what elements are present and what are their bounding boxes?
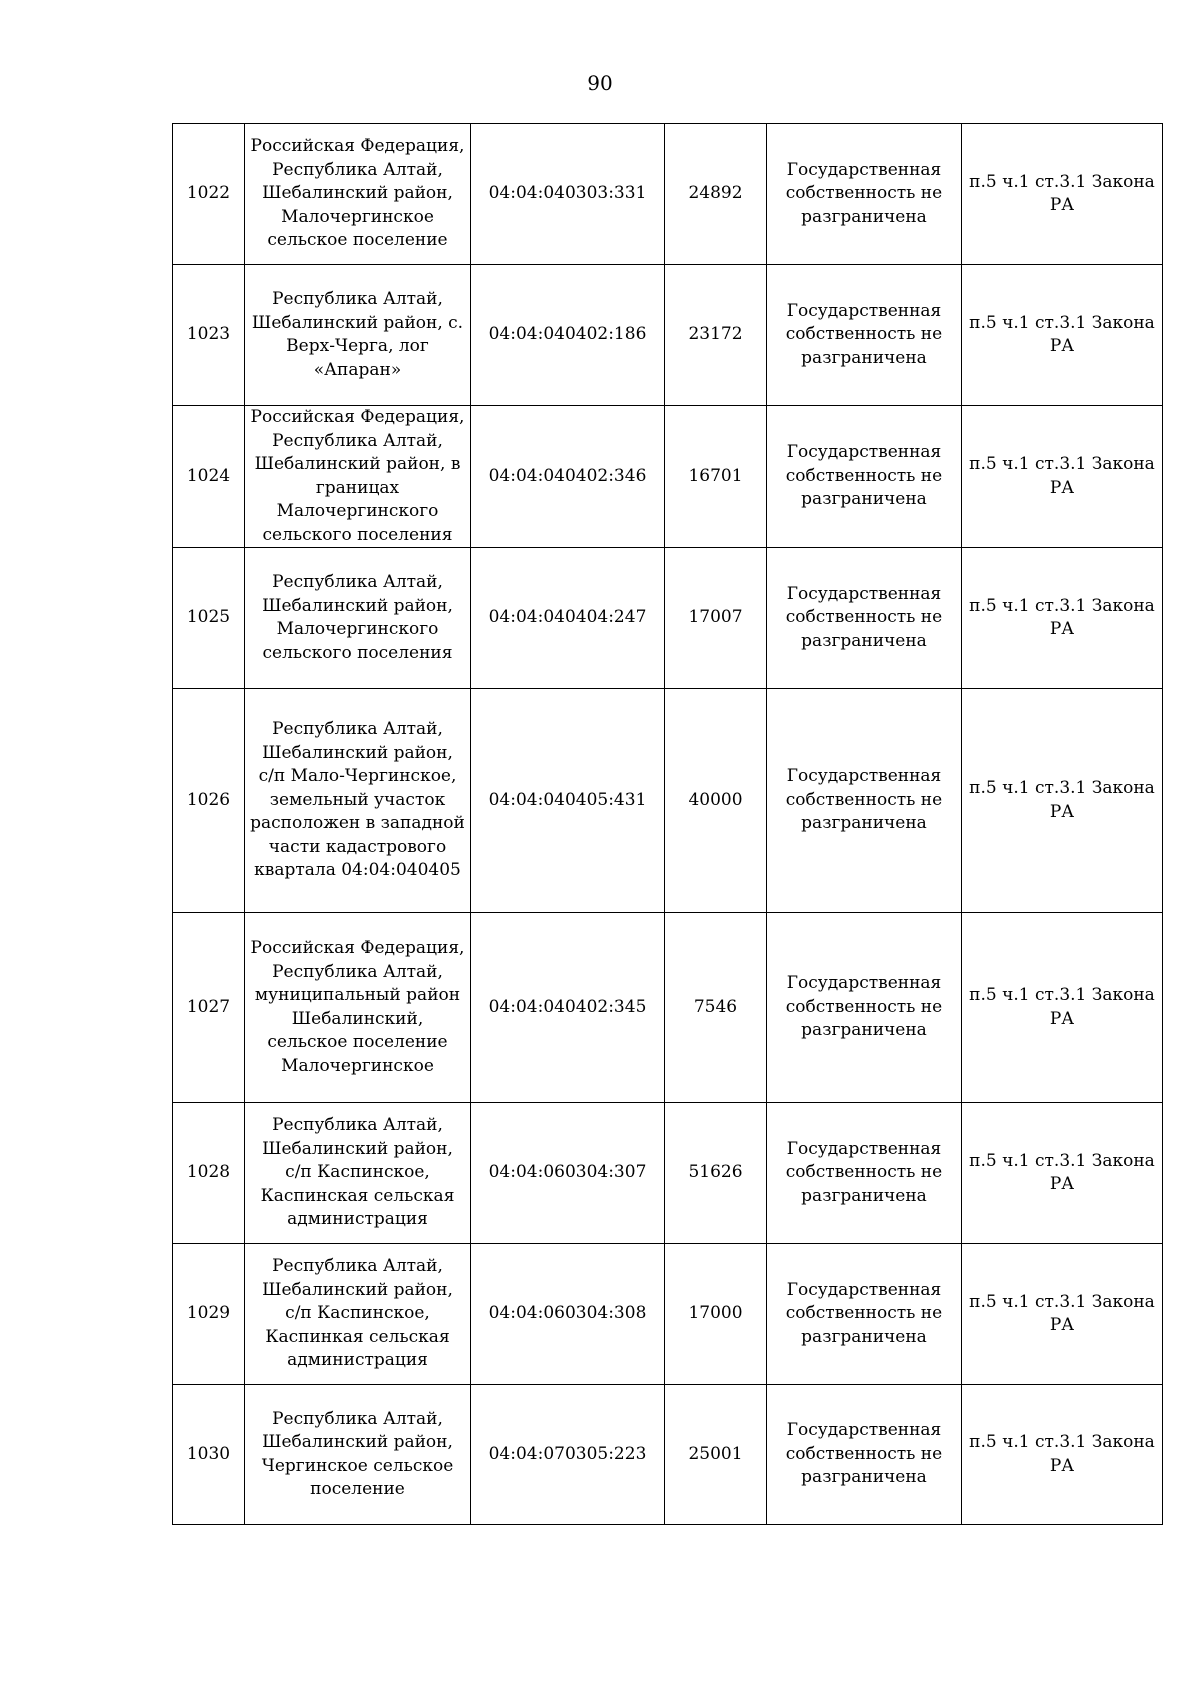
table-row: [173, 406, 1163, 548]
ownership-cell-line: разграничена: [801, 489, 927, 510]
address-cell-line: Каспинкая сельская: [265, 1326, 450, 1347]
ownership-cell-line: Государственная: [786, 159, 942, 180]
ownership-cell-line: разграничена: [801, 1185, 927, 1206]
address-cell-line: муниципальный район: [254, 985, 461, 1005]
table-row: [173, 1244, 1163, 1385]
address-cell-line: сельского поселения: [262, 524, 453, 545]
legal-basis-cell-line: п.5 ч.1 ст.3.1 Закона: [969, 1150, 1155, 1171]
row-number-cell: 1029: [173, 1244, 245, 1385]
legal-basis-cell-line: РА: [1049, 195, 1075, 215]
legal-basis-cell: [962, 406, 1163, 548]
ownership-cell: [767, 548, 962, 689]
ownership-cell: [767, 265, 962, 406]
address-cell-line: квартала 04:04:040405: [254, 860, 461, 881]
table-row: [173, 1103, 1163, 1244]
table-row: [173, 689, 1163, 913]
address-cell: [245, 1385, 471, 1525]
row-number-cell: 1028: [173, 1103, 245, 1244]
address-cell-line: сельское поселение: [267, 230, 448, 251]
address-cell-line: Малочергинского: [276, 501, 439, 521]
legal-basis-cell-line: РА: [1049, 619, 1075, 639]
ownership-cell-line: собственность не: [785, 1443, 943, 1464]
address-cell-line: сельское поселение: [267, 1032, 448, 1052]
cadastral-number-cell: 04:04:070305:223: [471, 1385, 665, 1525]
ownership-cell: [767, 1244, 962, 1385]
legal-basis-cell-line: РА: [1049, 1174, 1075, 1194]
legal-basis-cell-line: РА: [1049, 1315, 1075, 1335]
area-cell: 23172: [665, 265, 767, 406]
legal-basis-cell-line: п.5 ч.1 ст.3.1 Закона: [969, 595, 1155, 616]
ownership-cell-line: разграничена: [801, 1326, 927, 1347]
ownership-cell-line: разграничена: [801, 1467, 927, 1488]
ownership-cell-line: собственность не: [785, 1162, 943, 1183]
address-cell-line: «Апаран»: [313, 359, 402, 380]
legal-basis-cell: [962, 265, 1163, 406]
address-cell-line: Республика Алтай,: [272, 961, 443, 982]
page-number: 90: [587, 71, 613, 95]
cadastral-number-cell: 04:04:040303:331: [471, 124, 665, 265]
cadastral-number-cell: 04:04:040405:431: [471, 689, 665, 913]
cadastral-number-cell: 04:04:040402:345: [471, 913, 665, 1103]
address-cell-line: администрация: [287, 1350, 428, 1371]
area-cell: 7546: [665, 913, 767, 1103]
ownership-cell: [767, 913, 962, 1103]
row-number-cell: 1024: [173, 406, 245, 548]
address-cell: [245, 406, 471, 548]
table-row: [173, 548, 1163, 689]
area-cell: 17000: [665, 1244, 767, 1385]
ownership-cell-line: разграничена: [801, 206, 927, 227]
ownership-cell-line: собственность не: [785, 324, 943, 345]
legal-basis-cell-line: п.5 ч.1 ст.3.1 Закона: [969, 1291, 1155, 1312]
address-cell-line: с/п Мало-Чергинское,: [258, 766, 457, 787]
address-cell-line: Российская Федерация,: [250, 136, 465, 157]
legal-basis-cell-line: п.5 ч.1 ст.3.1 Закона: [969, 171, 1155, 192]
address-cell: [245, 1244, 471, 1385]
legal-basis-cell: [962, 1385, 1163, 1525]
address-cell-line: с/п Каспинское,: [285, 1303, 430, 1324]
address-cell-line: Шебалинский район,: [262, 742, 453, 763]
legal-basis-cell-line: РА: [1049, 801, 1075, 822]
ownership-cell-line: собственность не: [785, 1303, 943, 1324]
ownership-cell-line: Государственная: [786, 442, 942, 463]
ownership-cell-line: собственность не: [785, 996, 943, 1017]
address-cell: [245, 265, 471, 406]
ownership-cell-line: собственность не: [785, 183, 943, 204]
row-number-cell: 1027: [173, 913, 245, 1103]
area-cell: 40000: [665, 689, 767, 913]
area-cell: 16701: [665, 406, 767, 548]
address-cell-line: Шебалинский район,: [262, 183, 453, 204]
address-cell-line: Малочергинского: [276, 619, 439, 639]
cadastral-number-cell: 04:04:060304:307: [471, 1103, 665, 1244]
ownership-cell-line: Государственная: [786, 766, 942, 787]
address-cell-line: Шебалинский район,: [262, 1138, 453, 1159]
address-cell-line: Верх-Черга, лог: [286, 336, 429, 356]
address-cell-line: Шебалинский район, в: [254, 454, 461, 474]
address-cell-line: границах: [315, 477, 400, 498]
address-cell-line: Республика Алтай,: [272, 719, 443, 740]
row-number-cell: 1022: [173, 124, 245, 265]
legal-basis-cell: [962, 548, 1163, 689]
row-number-cell: 1023: [173, 265, 245, 406]
address-cell: [245, 548, 471, 689]
ownership-cell-line: Государственная: [786, 1279, 942, 1300]
legal-basis-cell-line: РА: [1049, 477, 1075, 498]
land-registry-table: [172, 123, 1163, 1525]
ownership-cell-line: собственность не: [785, 789, 943, 810]
address-cell-line: Республика Алтай,: [272, 159, 443, 180]
ownership-cell-line: собственность не: [785, 607, 943, 628]
address-cell: [245, 1103, 471, 1244]
row-number-cell: 1030: [173, 1385, 245, 1525]
address-cell-line: Российская Федерация,: [250, 407, 465, 427]
address-cell-line: Республика Алтай,: [272, 1408, 443, 1429]
address-cell-line: Малочергинское: [281, 1055, 434, 1076]
address-cell-line: Шебалинский район,: [262, 595, 453, 616]
area-cell: 24892: [665, 124, 767, 265]
address-cell-line: администрация: [287, 1209, 428, 1230]
ownership-cell: [767, 1103, 962, 1244]
ownership-cell-line: разграничена: [801, 347, 927, 368]
table-row: [173, 913, 1163, 1103]
legal-basis-cell: [962, 913, 1163, 1103]
address-cell-line: Республика Алтай,: [272, 1256, 443, 1277]
address-cell-line: Малочергинское: [281, 206, 434, 227]
cadastral-number-cell: 04:04:040404:247: [471, 548, 665, 689]
legal-basis-cell-line: п.5 ч.1 ст.3.1 Закона: [969, 778, 1155, 798]
table-row: [173, 1385, 1163, 1525]
address-cell: [245, 689, 471, 913]
ownership-cell-line: Государственная: [786, 1138, 942, 1159]
address-cell-line: Шебалинский,: [291, 1008, 424, 1029]
ownership-cell: [767, 406, 962, 548]
address-cell-line: сельского поселения: [262, 642, 453, 663]
area-cell: 51626: [665, 1103, 767, 1244]
legal-basis-cell: [962, 124, 1163, 265]
row-number-cell: 1025: [173, 548, 245, 689]
address-cell-line: Шебалинский район,: [262, 1279, 453, 1300]
address-cell-line: Шебалинский район, с.: [251, 312, 464, 333]
ownership-cell-line: Государственная: [786, 583, 942, 604]
table-row: [173, 265, 1163, 406]
area-cell: 17007: [665, 548, 767, 689]
legal-basis-cell-line: п.5 ч.1 ст.3.1 Закона: [969, 454, 1155, 474]
table-row: [173, 124, 1163, 265]
address-cell-line: Российская Федерация,: [250, 938, 465, 958]
cadastral-number-cell: 04:04:040402:186: [471, 265, 665, 406]
address-cell-line: поселение: [310, 1479, 405, 1499]
address-cell-line: Республика Алтай,: [272, 572, 443, 592]
ownership-cell: [767, 1385, 962, 1525]
legal-basis-cell-line: п.5 ч.1 ст.3.1 Закона: [969, 985, 1155, 1005]
address-cell-line: земельный участок: [269, 789, 446, 810]
legal-basis-cell: [962, 1103, 1163, 1244]
ownership-cell-line: собственность не: [785, 465, 943, 486]
address-cell: [245, 913, 471, 1103]
address-cell-line: Республика Алтай,: [272, 289, 443, 309]
ownership-cell-line: разграничена: [801, 630, 927, 651]
address-cell-line: Чергинское сельское: [261, 1455, 454, 1476]
ownership-cell: [767, 689, 962, 913]
ownership-cell-line: Государственная: [786, 973, 942, 994]
legal-basis-cell-line: п.5 ч.1 ст.3.1 Закона: [969, 312, 1155, 333]
ownership-cell-line: разграничена: [801, 1020, 927, 1041]
cadastral-number-cell: 04:04:040402:346: [471, 406, 665, 548]
area-cell: 25001: [665, 1385, 767, 1525]
address-cell-line: с/п Каспинское,: [285, 1162, 430, 1183]
legal-basis-cell: [962, 689, 1163, 913]
ownership-cell-line: Государственная: [786, 300, 942, 321]
row-number-cell: 1026: [173, 689, 245, 913]
address-cell-line: части кадастрового: [268, 836, 447, 857]
address-cell-line: Шебалинский район,: [262, 1432, 453, 1452]
ownership-cell: [767, 124, 962, 265]
legal-basis-cell-line: п.5 ч.1 ст.3.1 Закона: [969, 1432, 1155, 1452]
ownership-cell-line: разграничена: [801, 813, 927, 834]
legal-basis-cell: [962, 1244, 1163, 1385]
legal-basis-cell-line: РА: [1049, 336, 1075, 356]
legal-basis-cell-line: РА: [1049, 1008, 1075, 1029]
legal-basis-cell-line: РА: [1049, 1455, 1075, 1476]
address-cell-line: расположен в западной: [250, 813, 465, 834]
address-cell-line: Республика Алтай,: [272, 1115, 443, 1136]
address-cell: [245, 124, 471, 265]
cadastral-number-cell: 04:04:060304:308: [471, 1244, 665, 1385]
table-body: [173, 124, 1163, 1525]
address-cell-line: Каспинская сельская: [260, 1185, 455, 1206]
ownership-cell-line: Государственная: [786, 1420, 942, 1441]
address-cell-line: Республика Алтай,: [272, 430, 443, 451]
